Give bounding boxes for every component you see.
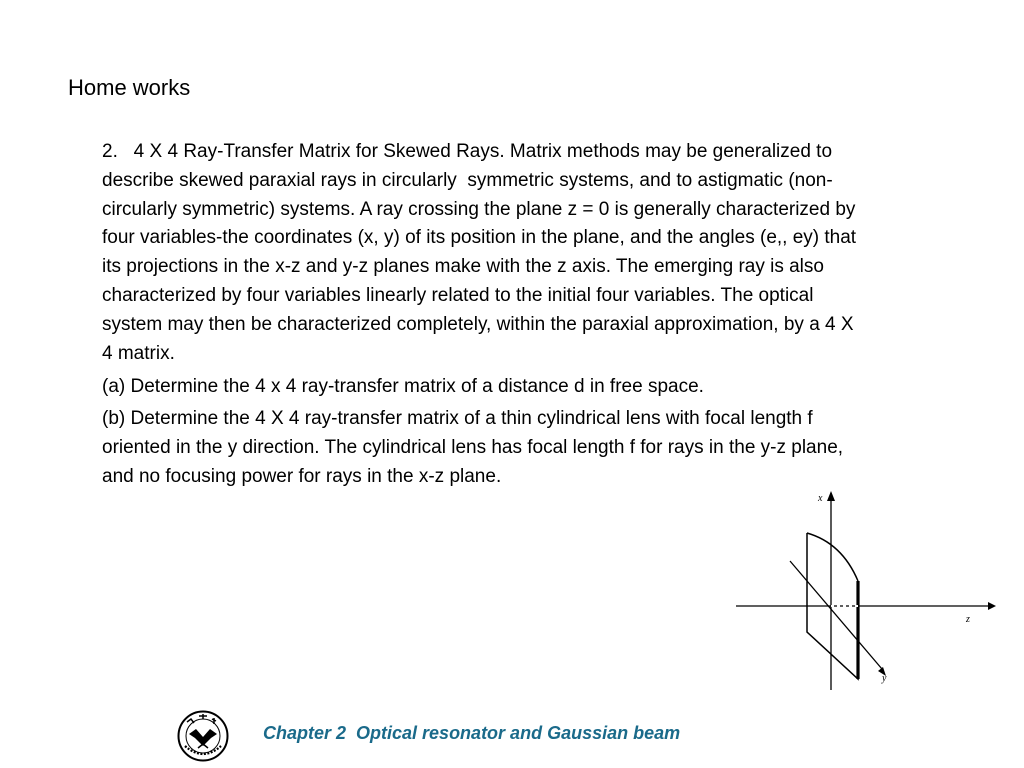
problem-part-b <box>82 405 994 491</box>
z-axis-arrow <box>988 602 996 610</box>
problem-line: 2. 4 X 4 Ray-Transfer Matrix for Skewed Rays. Matrix methods may be generalized to <box>102 141 833 162</box>
lens-curved-edge <box>807 533 858 581</box>
x-axis-arrow <box>827 491 835 501</box>
problem-line: describe skewed paraxial rays in circularly symmetric systems, and to astigmatic (non- <box>102 169 833 191</box>
part-b-line: oriented in the y direction. The cylindrical lens has focal length f for rays in the y-z plane, <box>102 436 844 458</box>
problem-line: 4 matrix. <box>102 342 175 364</box>
chapter-title: Chapter 2 Optical resonator and Gaussian beam <box>263 723 681 743</box>
problem-line: characterized by four variables linearly related to the initial four variables. The optical <box>102 284 814 306</box>
part-b-line: and no focusing power for rays in the x-z plane. <box>102 465 502 487</box>
x-axis-label: x <box>818 493 823 504</box>
part-b-line: (b) Determine the 4 X 4 ray-transfer matrix of a thin cylindrical lens with focal length f <box>102 408 813 429</box>
problem-line: its projections in the x-z and y-z planes make with the z axis. The emerging ray is also <box>102 256 824 278</box>
cylindrical-lens-figure <box>730 485 1000 700</box>
problem-line: system may then be characterized completely, within the paraxial approximation, by a 4 X <box>102 313 854 335</box>
y-axis-label: y <box>882 673 887 684</box>
problem-part-a <box>82 373 994 402</box>
university-seal-icon <box>177 710 229 762</box>
z-axis-label: z <box>966 614 970 625</box>
slide-heading: Home works <box>68 75 191 100</box>
cylindrical-lens-diagram <box>730 485 1000 700</box>
problem-line: circularly symmetric) systems. A ray crossing the plane z = 0 is generally characterized by <box>102 198 856 220</box>
y-axis <box>790 561 882 669</box>
part-a-line: (a) Determine the 4 x 4 ray-transfer matrix of a distance d in free space. <box>102 376 704 397</box>
problem-statement <box>82 138 994 368</box>
problem-line: four variables-the coordinates (x, y) of its position in the plane, and the angles (e,, ey) that <box>102 227 857 249</box>
